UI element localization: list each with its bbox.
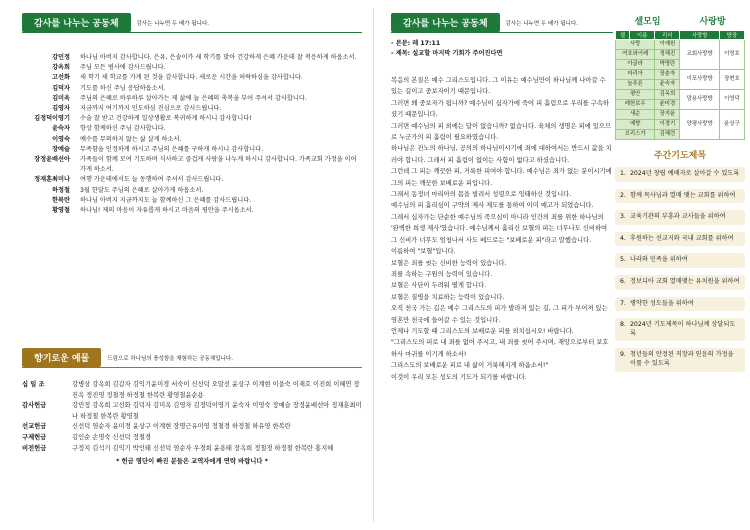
thanks-text: 가족들이 함께 모여 기도하며 식사하고 즐겁게 사랑을 나누게 하시니 감사합니다. 가족교회 가정을 이어가게 하소서. [80,156,357,174]
thanks-text: 지금까지 여기까지 인도하심 진심으로 감사드립니다. [80,105,222,113]
prayer-item [615,275,745,290]
cell-name: 사랑 [616,40,655,50]
sermon-paragraph: "그리스도의 피로 내 죄를 없어 주시고, 내 죄를 씻어 주시며, 재앙으로부터 보호하사 마귀를 이기게 하소서! [391,339,609,358]
offering-note: * 헌금 명단이 빠진 분들은 교역자에게 연락 바랍니다 * [116,458,268,466]
cell-leader: 박명란 [655,60,680,70]
cell-leader: 정해진 [655,50,680,60]
cell-header: 방장 [719,31,744,40]
prayer-item [615,167,745,182]
prayer-number: 3. [620,213,626,221]
sarangbang-name: 맘용사랑방 [680,90,719,110]
cell-leader: 이예원 [655,40,680,50]
cell-name: 마리아 [616,70,655,80]
sermon-banner-title: 감사를 나누는 공동체 [391,13,500,32]
sermon-paragraph: 죄를 속하는 구원의 능력이 있습니다. [391,270,493,278]
prayer-item [615,210,745,225]
thanks-name: 장정윤배선아 [34,156,70,164]
thanks-text: 수술 잘 받고 건강하게 일상생활로 복귀하게 하시니 감사합니다! [80,115,252,123]
cell-meeting-title: 셀모임 [634,16,661,27]
prayer-text: 2024년 기도제목이 하나님께 상달되도록 [630,321,736,337]
sermon-paragraph: 이름하여 "보혈"입니다. [391,248,456,256]
prayer-text: 정보디아 교회 열매맺는 유치원을 위하여 [630,277,740,285]
thanks-rule [22,32,362,33]
cell-row [616,70,745,80]
prayer-number: 2. [620,191,626,199]
prayer-number: 9. [620,351,626,359]
offering-names: 김인순 손명숙 신선덕 정철경 [72,433,151,441]
cell-leader: 김혜련 [655,130,680,140]
cell-header: 사랑방 [680,31,719,40]
thanks-item [30,73,360,83]
prayer-text: 교육기관의 부흥과 교사들을 위하여 [630,213,726,221]
cell-header: 리더 [655,31,680,40]
offering-banner [22,348,233,367]
offering-names: 강민정 강옥희 고선화 김덕자 김미옥 김영자 김정덕이영기 윤숙자 이영숙 장예슬 장정윤배선아 정재훈최미나 하정철 한복란 황영철 [72,402,362,420]
thanks-name: 하정철 [52,186,70,194]
offering-row [22,380,362,401]
prayer-title: 주간기도제목 [653,151,707,161]
thanks-name: 강옥희 [52,64,70,72]
thanks-text: 하나님 아버지 지금까지도 늘 함께하신 그 은혜를 감사드립니다. [80,196,252,204]
prayer-number: 7. [620,299,626,307]
thanks-text: 무족함을 인정하게 하시고 주님의 은혜를 구하게 하시니 감사합니다. [80,145,264,153]
cell-name: 레헌보우 [616,100,655,110]
thanks-item [30,53,360,63]
thanks-name: 정재훈최미나 [34,176,70,184]
thanks-text: 항상 함께하신 주님 감사합니다. [80,125,166,133]
sarangbang-leader: 이영호 [719,40,744,70]
offering-row [22,444,362,455]
sidebar [615,10,745,379]
thanks-text: 주님의 은혜로 하루하루 살아가는 제 삶에 늘 은혜의 축복을 부어 주셔서 감사합니다. [80,94,307,102]
thanks-text: 새 학기 새 학교를 가게 된 것을 감사합니다. 새로운 시간을 허락하심을 감사합니다. [80,74,303,82]
thanks-item [30,63,360,73]
prayer-number: 5. [620,256,626,264]
sermon-paragraph: 그런데 그 피는 깨끗한 피, 거룩한 피여야 합니다. 예수님은 죄가 없는 분이시기에 그의 피는 깨끗한 보배로운 피입니다. [391,168,612,187]
cell-leader: 윤미경 [655,100,680,110]
thanks-text: 3월 한달도 주님의 은혜로 살아가게 하옵소서. [80,186,204,194]
prayer-item [615,318,745,341]
prayer-number: 1. [620,170,626,177]
prayer-text: 나라와 민족을 위하여 [630,256,688,264]
thanks-item [30,114,360,124]
sermon-paragraph: 보혈은 사단이 두려워 떨게 합니다. [391,282,487,290]
sarangbang-leader: 장현호 [719,70,744,90]
sermon [391,39,613,383]
prayer-text: 함께 목사님과 열매 맺는 교회를 위하여 [630,191,736,199]
prayer-item [615,348,745,371]
sermon-paragraph: 그래서 동정녀 마리아의 몸을 빌려서 성령으로 잉태하신 것입니다. [391,191,572,199]
cell-header: 셀 [616,31,630,40]
thanks-text: 하나님! 제의 마음이 자유롭게 하시고 마음의 평안을 주시옵소서. [80,207,254,215]
offering-label: 구제헌금 [22,433,47,441]
thanks-item [30,145,360,155]
cell-row [616,110,745,120]
thanks-banner-title: 감사를 나누는 공동체 [22,13,131,32]
cell-name: 아굴라 [616,60,655,70]
sermon-reference: - 본문: 레 17:11 [391,40,441,47]
thanks-item [30,186,360,196]
prayer-number: 8. [620,321,626,329]
thanks-item [30,196,360,206]
cell-name: 여호와이레 [616,50,655,60]
thanks-name: 이영숙 [52,135,70,143]
thanks-text: 예수를 무의하지 않는 삶 살게 하소서. [80,135,182,143]
prayer-item [615,297,745,312]
sermon-paragraph: 그래서 십자가는 단순한 예수님의 죽으심이 아니라 인간의 죄를 위한 하나님의 '완벽한 희생 제사'였습니다. 예수님께서 흘리신 보혈의 피는 너무나도 신비하여 그 신비가 너무도 엄청나서 사도 베드로는 "보배로운 피"라고 말했습니다. [391,213,608,244]
offering-banner-subtitle: 드림으로 하나님의 풍성함을 체험하는 공동체입니다. [107,355,233,362]
prayer-item [615,232,745,247]
cell-name: 예향 [616,120,655,130]
thanks-item [30,175,360,185]
sermon-banner-subtitle: 감사는 나누면 두 배가 됩니다. [505,20,579,27]
cell-name: 새순 [616,110,655,120]
offering-names: 신선덕 염순자 윤미경 윤상구 이계현 장명근유미영 정철경 하정철 하유영 한복란 [72,423,291,431]
sermon-paragraph: 보혈은 죄를 씻는 신비한 능력이 있습니다. [391,259,507,267]
prayer-item [615,189,745,204]
thanks-item [30,104,360,114]
sermon-paragraph: 하나님은 진노의 하나님, 공의의 하나님이시기에 죄에 대하여서는 반드시 값을 치러야 합니다. 그래서 피 흘림이 없이는 사함이 없다고 하셨습니다. [391,145,612,164]
cell-leader: 장춘자 [655,70,680,80]
offering-list [22,380,362,465]
sermon-banner [391,13,578,32]
sermon-paragraph: 보혈은 질병을 치료하는 능력이 있습니다. [391,293,505,301]
thanks-banner-subtitle: 감사는 나누면 두 배가 됩니다. [136,20,210,27]
thanks-name: 윤숙자 [52,125,70,133]
cell-row [616,90,745,100]
prayer-text: 후원하는 선교지와 국내 교회를 위하여 [630,234,734,242]
thanks-text: 하나님 아버지 감사합니다. 은유, 은솔이가 새 학기를 맞아 건강하게 은혜 가운데 잘 적응하게 하옵소서. [80,54,357,61]
thanks-name: 김미옥 [52,94,70,102]
thanks-text: 여행 가운데에서도 늘 동행하여 주셔서 감사드립니다. [80,176,224,184]
prayer-number: 6. [620,277,626,285]
sarangbang-title: 사랑방 [699,16,726,27]
sarangbang-name: 교회사랑방 [680,40,719,70]
cell-leader: 이경기 [655,120,680,130]
cell-row [616,40,745,50]
cell-name: 늘푸른 [616,80,655,90]
prayer-item [615,253,745,268]
cell-header: 이름 [629,31,654,40]
thanks-item [30,135,360,145]
offering-label: 비전헌금 [22,444,47,452]
thanks-name: 김덕자 [52,84,70,92]
sermon-paragraph: 예수님의 피 흘리심이 구약의 제사 제도를 통하여 이미 예고가 되었습니다. [391,202,594,210]
thanks-text: 기도를 하신 주님 응답하옵소서. [80,84,166,92]
prayer-number: 4. [620,234,626,242]
thanks-text: 주님 모든 범사에 감사드립니다. [80,64,166,72]
sermon-paragraph: 언제나 기도할 때 그리스도의 보배로운 피를 외치십시오! 바랍니다. [391,327,574,335]
offering-row [22,401,362,422]
thanks-item [30,94,360,104]
offering-banner-title: 향기로운 예물 [22,348,101,367]
sermon-paragraph: 그러면 왜 중보자가 됩니까? 예수님이 십자가에 죽어 피 흘림으로 우리를 구속하셨기 때문입니다. [391,99,610,119]
prayer-list [615,167,745,372]
thanks-item [30,206,360,216]
thanks-banner [22,13,209,32]
offering-label: 십 일 조 [22,381,45,388]
right-page [375,0,750,530]
thanks-item [30,124,360,134]
sermon-paragraph: 복음의 본질은 예수 그리스도입니다. 그 이유는 예수님만이 하나님께 나아갈 수 있는 길이고 중보자이기 때문입니다. [391,77,606,96]
sermon-paragraph: 이것이 우리 모든 성도의 기도가 되기를 바랍니다. [391,373,527,381]
offering-names: 구정지 김석기 김익기 박인태 신선덕 염순자 우경희 윤용태 장옥희 정철경 하정철 한복란 홍지혜 [72,444,334,452]
cell-name: 브리스가 [616,130,655,140]
thanks-name: 김정덕이영기 [34,115,70,123]
cell-leader: 장지윤 [655,110,680,120]
prayer-text: 병약한 성도들을 위하여 [630,299,694,307]
cell-leader: 윤숙자 [655,80,680,90]
cell-name: 평안 [616,90,655,100]
thanks-name: 장예슬 [52,145,70,153]
cell-leader: 김옥희 [655,90,680,100]
sermon-paragraph: 그리스도의 보배로운 피로 내 삶이 거룩해지게 하옵소서!" [391,362,549,370]
thanks-name: 고선화 [52,74,70,82]
thanks-name: 황영철 [52,207,70,215]
offering-row [22,433,362,444]
sarangbang-leader: 윤상구 [719,110,744,140]
offering-row [22,422,362,433]
thanks-list [30,53,360,216]
cell-titles [615,10,745,30]
offering-names: 강병상 강옥희 김갑자 김익기윤미경 서숙이 신선덕 오말선 윤상구 이계현 이을숙 이재호 이진희 이혜연 장진옥 정진영 정철경 하정철 한복란 황영철윤순용 [72,381,360,399]
sermon-paragraph: 그러면 예수님의 피 외에는 답이 없습니까? 없습니다. 육체의 생명은 피에 있으므로 누군가의 피 흘림이 필요하였습니다. [391,122,612,142]
sarangbang-name: 이포사랑방 [680,70,719,90]
offering-rule [22,367,362,368]
sermon-paragraph: 오직 천국 가는 길은 예수 그리스도의 피가 발라져 있는 길, 그 피가 부어져 있는 영혼만 천국에 들어갈 수 있는 것입니다. [391,305,608,324]
sermon-body [391,75,613,383]
thanks-name: 김영자 [52,105,70,113]
prayer-text: 2024년 창립 예배자로 살아갈 수 있도록 [630,170,740,177]
sermon-rule [391,32,613,33]
thanks-item [30,155,360,175]
offering-label: 감사헌금 [22,402,47,410]
sermon-title: - 제목: 설교할 마지막 기회가 주어진다면 [391,50,503,57]
prayer-text: 청년들의 안정된 직장과 믿음의 가정을 이룰 수 있도록 [630,351,734,367]
cell-table [615,30,745,140]
offering-label: 선교헌금 [22,423,47,431]
thanks-name: 강민정 [52,54,70,61]
sarangbang-name: 양평사랑방 [680,110,719,140]
thanks-item [30,84,360,94]
thanks-name: 한복란 [52,196,70,204]
sarangbang-leader: 이영덕 [719,90,744,110]
